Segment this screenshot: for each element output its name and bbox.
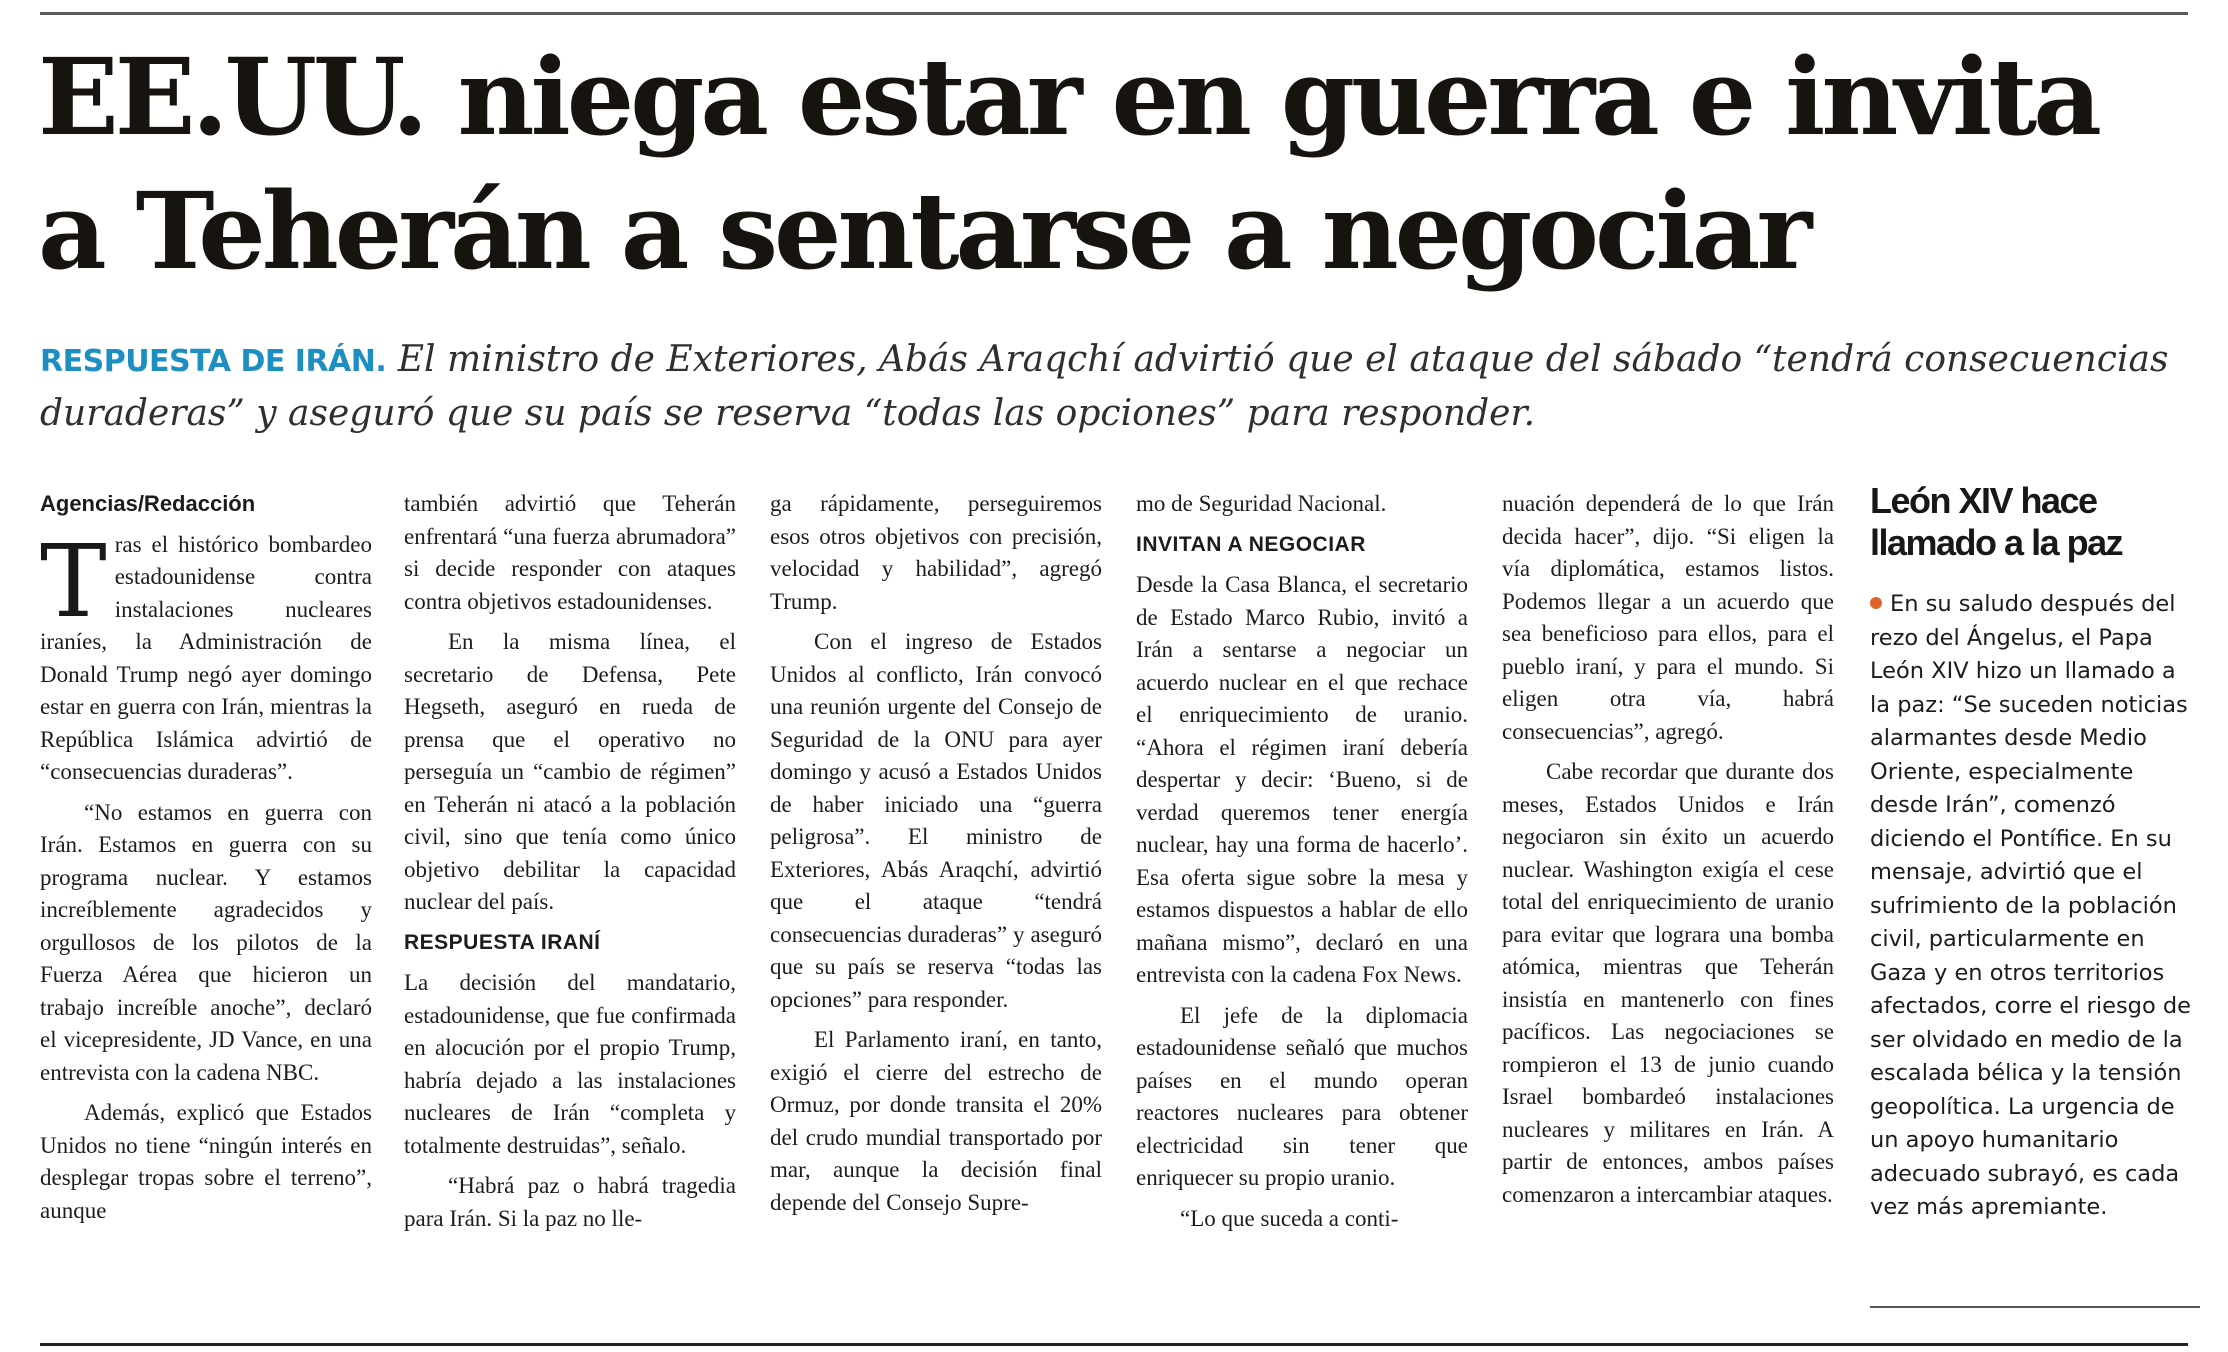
paragraph: nuación dependerá de lo que Irán decida hacer”, dijo. “Si eligen la vía diplomática, estamos listos. Podemos llegar a un acuerdo que sea beneficioso para ellos, para el pueblo iraní, y para el mundo. Si eligen otra vía, habrá consecuencias”, agregó. xyxy=(1502,491,1834,744)
article-column-2 xyxy=(404,488,736,1328)
sidebar-rule xyxy=(1870,1306,2200,1308)
dek-text: El ministro de Exteriores, Abás Araqchí advirtió que el ataque del sábado “tendrá consecuencias duraderas” y aseguró que su país se reserva “todas las opciones” para responder. xyxy=(40,339,2169,434)
paragraph: Con el ingreso de Estados Unidos al conflicto, Irán convocó una reunión urgente del Consejo de Seguridad de la ONU para ayer domingo y acusó a Estados Unidos de haber iniciado una “guerra peligrosa”. El ministro de Exteriores, Abás Araqchí, advirtió que el ataque “tendrá consecuencias duraderas” y aseguró que su país se reserva “todas las opciones” para responder. xyxy=(770,629,1102,1012)
dek-kicker: RESPUESTA DE IRÁN. xyxy=(40,344,387,379)
sidebar-box xyxy=(1870,480,2200,1225)
article-column-1 xyxy=(40,488,372,1328)
paragraph: La decisión del mandatario, estadounidense, que fue confirmada en alocución por el propio Trump, habría dejado a las instalaciones nucleares de Irán “completa y totalmente destruidas”, señalo. xyxy=(404,970,736,1158)
sidebar-body-text: En su saludo después del rezo del Ángelus, el Papa León XIV hizo un llamado a la paz: “Se suceden noticias alarmantes desde Medio Oriente, especialmente desde Irán”, comenzó diciendo el Pontífice. En su mensaje, advirtió que el sufrimiento de la población civil, particularmente en Gaza y en otros territorios afectados, corre el riesgo de ser olvidado en medio de la escalada bélica y la tensión geopolítica. La urgencia de un apoyo humanitario adecuado subrayó, es cada vez más apremiante. xyxy=(1870,591,2191,1220)
article-column-3 xyxy=(770,488,1102,1328)
headline-line-2: a Teherán a sentarse a negociar xyxy=(38,168,1809,293)
dek xyxy=(40,334,2200,440)
paragraph: también advirtió que Teherán enfrentará “una fuerza abrumadora” si decide responder con ataques contra objetivos estadounidenses. xyxy=(404,491,736,614)
paragraph: “Habrá paz o habrá tragedia para Irán. Si la paz no lle- xyxy=(404,1173,736,1231)
paragraph: Desde la Casa Blanca, el secretario de Estado Marco Rubio, invitó a Irán a sentarse a negociar un acuerdo nuclear en el que rechace el enriquecimiento de uranio. “Ahora el régimen iraní debería despertar y decir: ‘Bueno, si de verdad queremos tener energía nuclear, hay una forma de hacerlo’. Esa oferta sigue sobre la mesa y estamos dispuestos a hablar de ello mañana mismo”, declaró en una entrevista con la cadena Fox News. xyxy=(1136,572,1468,987)
paragraph: “Lo que suceda a conti- xyxy=(1180,1205,1399,1231)
article-column-5 xyxy=(1502,488,1834,1328)
paragraph: “No estamos en guerra con Irán. Estamos en guerra con su programa nuclear. Y estamos increíblemente agradecidos y orgullosos de los pilotos de la Fuerza Aérea que hicieron un trabajo increíble anoche”, declaró el vicepresidente, JD Vance, en una entrevista con la cadena NBC. xyxy=(40,799,372,1085)
paragraph: mo de Seguridad Nacional. xyxy=(1136,491,1387,516)
headline-line-1: EE.UU. niega estar en guerra e invita xyxy=(38,34,2098,159)
drop-cap: T xyxy=(40,522,107,640)
paragraph: En la misma línea, el secretario de Defensa, Pete Hegseth, aseguró en rueda de prensa que el operativo no perseguía un “cambio de régimen” en Teherán ni atacó a la población civil, sino que tenía como único objetivo debilitar la capacidad nuclear del país. xyxy=(404,629,736,914)
article-column-4 xyxy=(1136,488,1468,1328)
sidebar-title: León XIV hace llamado a la paz xyxy=(1870,480,2123,563)
paragraph: Además, explicó que Estados Unidos no tiene “ningún interés en desplegar tropas sobre el terreno”, aunque xyxy=(40,1100,372,1223)
top-rule xyxy=(40,12,2188,15)
lead-paragraph-text: ras el histórico bombardeo estadounidense contra instalaciones nucleares iraníes, la Administración de Donald Trump negó ayer domingo estar en guerra con Irán, mientras la República Islámica advirtió de “consecuencias duraderas”. xyxy=(40,531,372,784)
paragraph: Cabe recordar que durante dos meses, Estados Unidos e Irán negociaron sin éxito un acuerdo nuclear. Washington exigía el cese total del enriquecimiento de uranio para evitar que lograra una bomba atómica, mientras que Teherán insistía en mantenerlo con fines pacíficos. Las negociaciones se rompieron el 13 de junio cuando Israel bombardeó instalaciones nucleares y militares en Irán. A partir de entonces, ambos países comenzaron a intercambiar ataques. xyxy=(1502,759,1834,1207)
paragraph: El jefe de la diplomacia estadounidense señaló que muchos países en el mundo operan reactores nucleares para obtener electricidad sin tener que enriquecer su propio uranio. xyxy=(1136,1002,1468,1190)
headline xyxy=(38,30,2208,298)
sidebar-body xyxy=(1870,588,2200,1225)
byline: Agencias/Redacción xyxy=(40,491,256,516)
subhead-respuesta-irani: RESPUESTA IRANÍ xyxy=(404,930,601,954)
paragraph: El Parlamento iraní, en tanto, exigió el cierre del estrecho de Ormuz, por donde transita el 20% del crudo mundial transportado por mar, aunque la decisión final depende del Consejo Supre- xyxy=(770,1027,1102,1215)
subhead-invitan-a-negociar: INVITAN A NEGOCIAR xyxy=(1136,532,1366,556)
lead-paragraph xyxy=(40,522,372,789)
bottom-rule xyxy=(40,1343,2188,1346)
paragraph: ga rápidamente, perseguiremos esos otros objetivos con precisión, velocidad y habilidad”, agregó Trump. xyxy=(770,491,1102,614)
bullet-dot-icon xyxy=(1870,597,1882,609)
